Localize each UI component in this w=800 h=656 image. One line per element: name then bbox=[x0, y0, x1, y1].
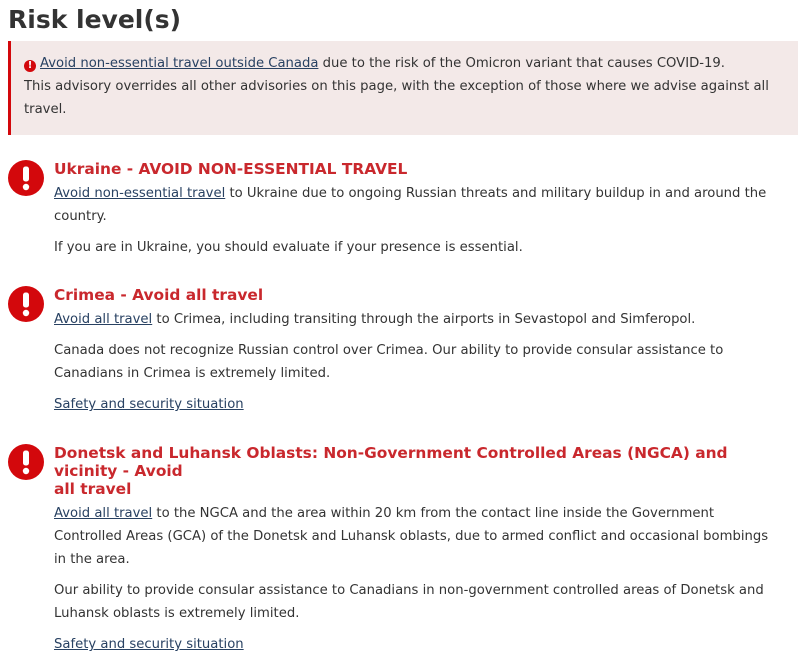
advisory-text bbox=[54, 502, 784, 571]
advisory-donetsk-luhansk-body bbox=[54, 444, 784, 656]
advisory-text-span: Our ability to provide consular assistance to Canadians in non-government controlled areas of Donetsk and bbox=[54, 583, 764, 598]
advisory-text-span: in the area. bbox=[54, 552, 130, 567]
safety-security-link[interactable]: Safety and security situation bbox=[54, 397, 244, 412]
advisory-crimea-body bbox=[54, 286, 784, 416]
avoid-all-travel-link[interactable]: Avoid all travel bbox=[54, 312, 153, 327]
exclamation-icon bbox=[8, 444, 44, 480]
advisory-text bbox=[54, 579, 784, 625]
notice-line-2: This advisory overrides all other advisories on this page, with the exception of those where we advise against all bbox=[24, 79, 769, 94]
advisory-title-line: all travel bbox=[54, 480, 132, 498]
avoid-travel-outside-canada-link[interactable]: Avoid non-essential travel outside Canada bbox=[40, 56, 319, 71]
notice-line-3: travel. bbox=[24, 102, 67, 117]
exclamation-icon bbox=[8, 286, 44, 322]
advisory-text-span: to Crimea, including transiting through the airports in Sevastopol and Simferopol. bbox=[152, 312, 696, 327]
advisory-title bbox=[54, 444, 784, 498]
advisory-link-row bbox=[54, 393, 784, 416]
advisory-text bbox=[54, 182, 784, 228]
advisory-text-span: Controlled Areas (GCA) of the Donetsk and Luhansk oblasts, due to armed conflict and occasional bombings bbox=[54, 529, 769, 544]
safety-security-link[interactable]: Safety and security situation bbox=[54, 637, 244, 652]
advisory-text-span: to the NGCA and the area within 20 km from the contact line inside the Government bbox=[152, 506, 715, 521]
advisory-title: Ukraine - AVOID NON-ESSENTIAL TRAVEL bbox=[54, 160, 408, 178]
advisory-link-row bbox=[54, 633, 784, 656]
advisory-ukraine-body bbox=[54, 160, 784, 259]
notice-line-1-text: due to the risk of the Omicron variant that causes COVID-19. bbox=[318, 56, 725, 71]
exclamation-circle-icon: ! bbox=[24, 60, 36, 72]
advisory-text-span: to Ukraine due to ongoing Russian threats and military buildup in and around the bbox=[225, 186, 767, 201]
advisory-text-span: Canada does not recognize Russian control over Crimea. Our ability to provide consular assistance to bbox=[54, 343, 724, 358]
notice-line-1 bbox=[24, 52, 786, 75]
advisory-text bbox=[54, 339, 784, 385]
advisory-text-span: Canadians in Crimea is extremely limited. bbox=[54, 366, 331, 381]
advisory-title: Crimea - Avoid all travel bbox=[54, 286, 264, 304]
page-title: Risk level(s) bbox=[8, 5, 182, 34]
avoid-non-essential-travel-link[interactable]: Avoid non-essential travel bbox=[54, 186, 226, 201]
avoid-all-travel-link[interactable]: Avoid all travel bbox=[54, 506, 153, 521]
advisory-text: If you are in Ukraine, you should evaluate if your presence is essential. bbox=[54, 240, 523, 255]
advisory-text-span: country. bbox=[54, 209, 107, 224]
exclamation-icon bbox=[8, 160, 44, 196]
advisory-title-line: Donetsk and Luhansk Oblasts: Non-Government Controlled Areas (NGCA) and vicinity - Avoid bbox=[54, 444, 728, 480]
advisory-text bbox=[54, 308, 784, 331]
covid-notice bbox=[8, 41, 798, 135]
advisory-text-span: Luhansk oblasts is extremely limited. bbox=[54, 606, 300, 621]
